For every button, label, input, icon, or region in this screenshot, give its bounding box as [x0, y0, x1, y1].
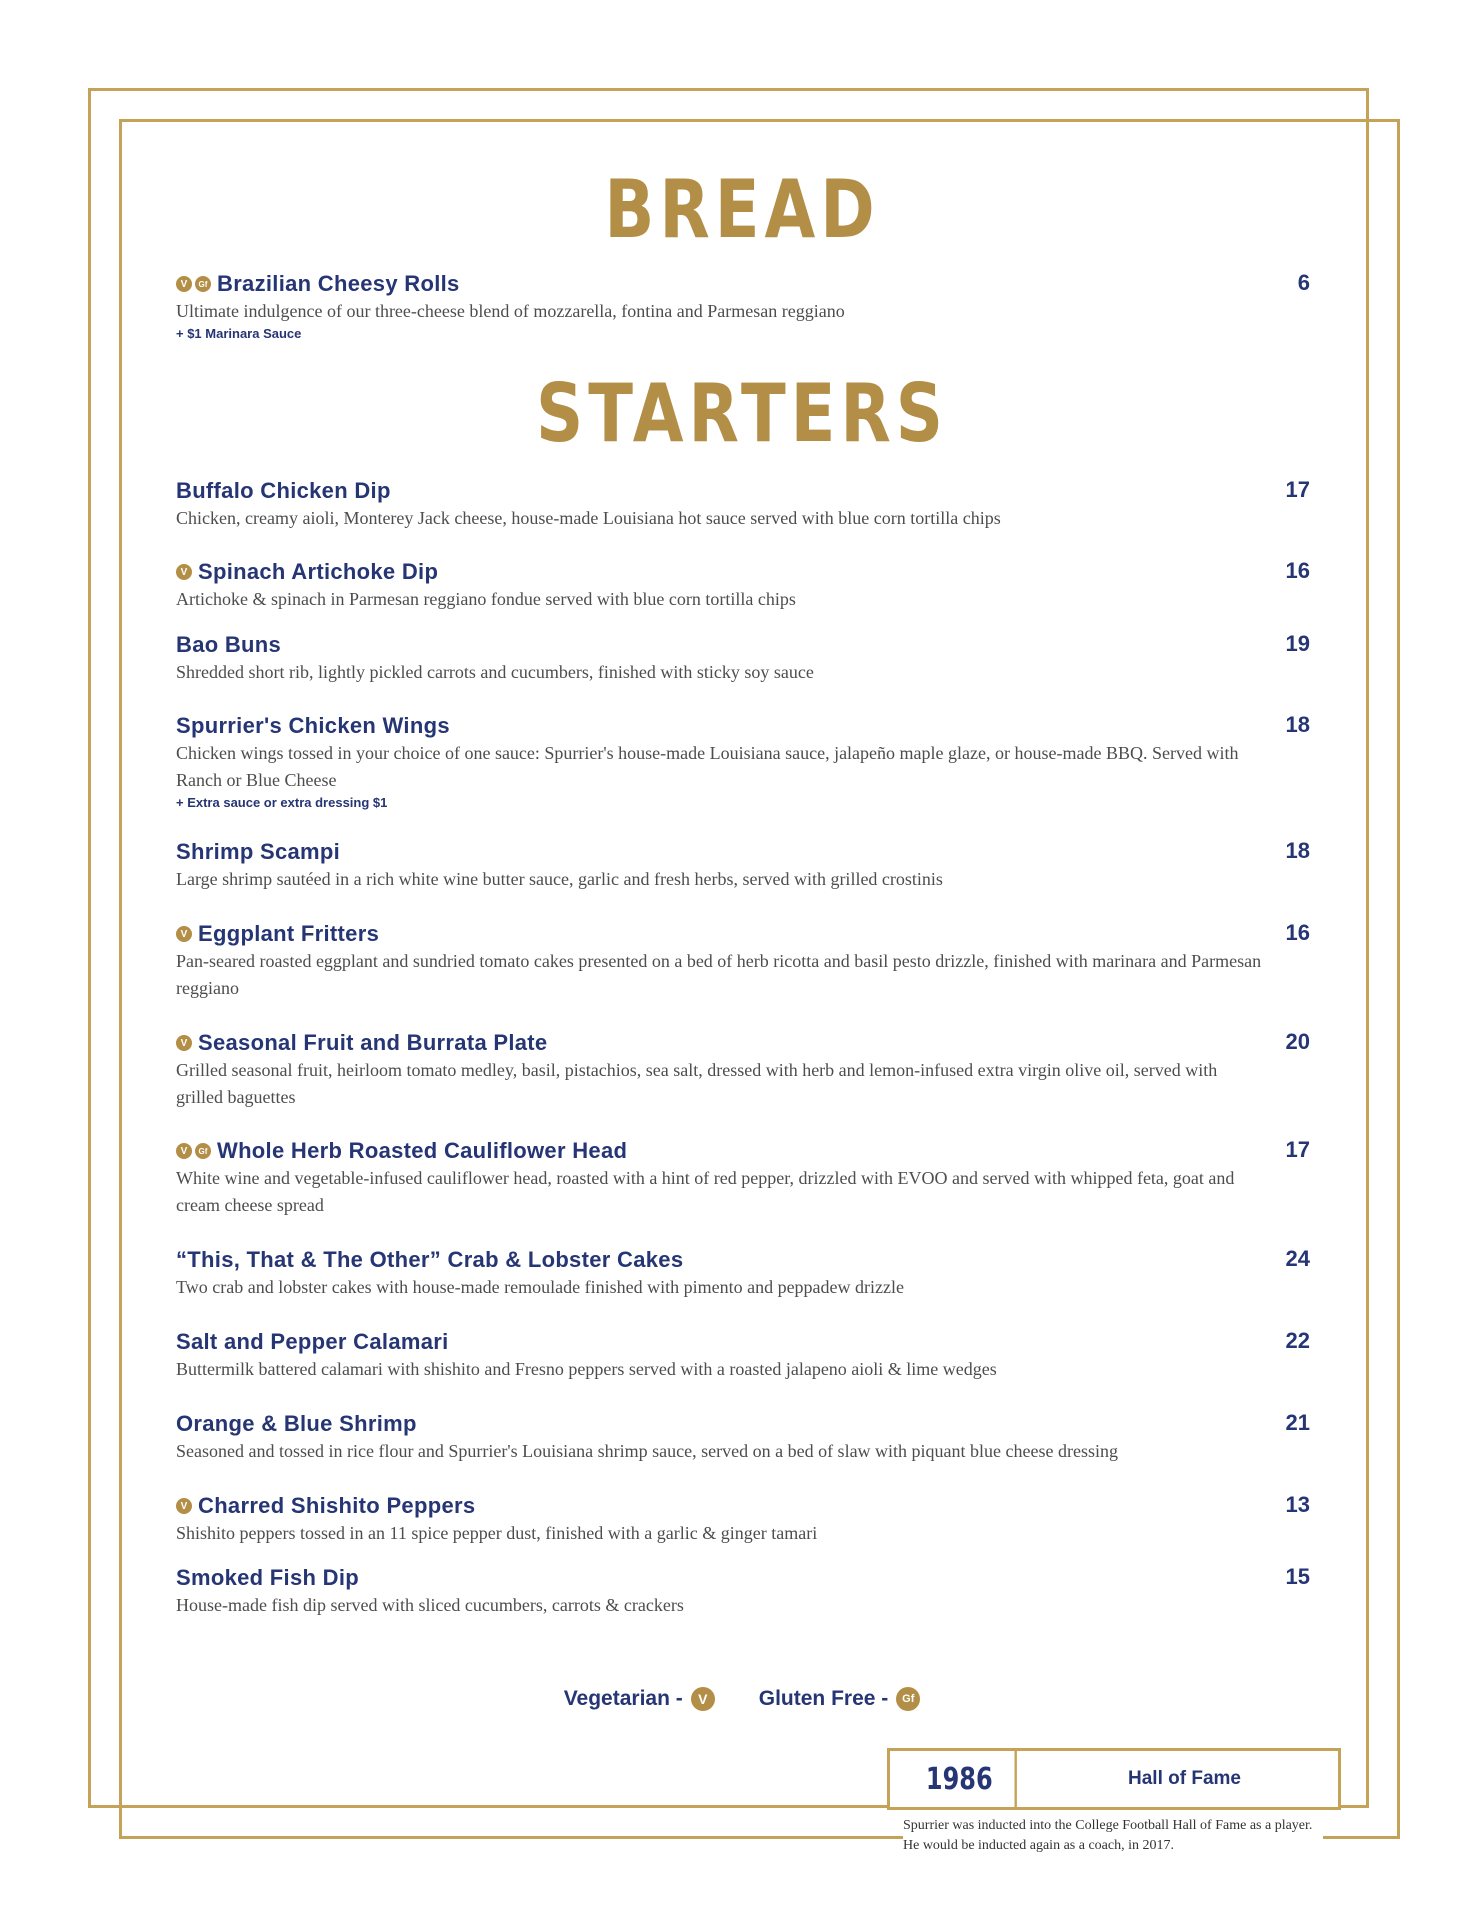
menu-item-price: 21: [1285, 1410, 1310, 1435]
menu-item: [176, 631, 1310, 686]
menu-item-name: Charred Shishito Peppers: [198, 1493, 476, 1518]
menu-item-description: House-made fish dip served with sliced cucumbers, carrots & crackers: [176, 1595, 684, 1615]
menu-item-description: Buttermilk battered calamari with shishito and Fresno peppers served with a roasted jalapeno aioli & lime wedges: [176, 1359, 997, 1379]
menu-item-header: [176, 558, 1310, 586]
legend-gluten-free-label: Gluten Free -: [758, 1687, 889, 1710]
menu-item-name: Whole Herb Roasted Cauliflower Head: [217, 1138, 628, 1163]
legend-vegetarian-label: Vegetarian -: [563, 1687, 683, 1710]
menu-item-description: Pan-seared roasted eggplant and sundried tomato cakes presented on a bed of herb ricotta and basil pesto drizzle, finished with marinara and Parmesan reggiano: [176, 951, 1262, 998]
menu-item-description: Shredded short rib, lightly pickled carrots and cucumbers, finished with sticky soy sauce: [176, 662, 814, 682]
menu-item-name: “This, That & The Other” Crab & Lobster Cakes: [176, 1247, 684, 1272]
bread-section-title: BREAD: [604, 163, 880, 256]
menu-item-price: 24: [1285, 1246, 1310, 1271]
menu-item-name: Brazilian Cheesy Rolls: [217, 271, 460, 296]
menu-item-price: 17: [1285, 1137, 1310, 1162]
menu-item: [176, 270, 1310, 343]
vegetarian-icon: V: [176, 926, 192, 942]
menu-item-addon-note: + Extra sauce or extra dressing $1: [176, 795, 388, 810]
menu-item-header: [176, 1029, 1310, 1057]
menu-item: [176, 1564, 1310, 1619]
menu-item-description: Seasoned and tossed in rice flour and Spurrier's Louisiana shrimp sauce, served on a bed of slaw with piquant blue cheese dressing: [176, 1441, 1118, 1461]
menu-item-description: Chicken wings tossed in your choice of one sauce: Spurrier's house-made Louisiana sauce, jalapeño maple glaze, or house-made BBQ. Served with Ranch or Blue Cheese: [176, 743, 1239, 790]
legend-vegetarian: [564, 1687, 715, 1711]
vegetarian-icon: V: [691, 1687, 715, 1711]
menu-item: [176, 1328, 1310, 1383]
menu-item-header: [176, 1410, 1310, 1438]
dietary-badges: [176, 1035, 195, 1051]
menu-item: [176, 558, 1310, 613]
menu-item-name: Orange & Blue Shrimp: [176, 1411, 417, 1436]
menu-item: [176, 838, 1310, 893]
menu-item-price: 18: [1285, 712, 1310, 737]
hall-of-fame-box: [887, 1748, 1341, 1810]
dietary-legend: [0, 1687, 1484, 1711]
menu-item-name: Buffalo Chicken Dip: [176, 478, 391, 503]
menu-item-price: 22: [1285, 1328, 1310, 1353]
menu-item-name: Seasonal Fruit and Burrata Plate: [198, 1030, 548, 1055]
menu-item: [176, 712, 1310, 812]
menu-item-name: Spinach Artichoke Dip: [198, 559, 439, 584]
menu-item-header: [176, 712, 1310, 740]
menu-item-header: [176, 270, 1310, 298]
legend-gluten-free: [759, 1687, 921, 1711]
menu-item-name: Bao Buns: [176, 632, 282, 657]
dietary-badges: [176, 1498, 195, 1514]
dietary-badges: [176, 276, 214, 292]
menu-item: [176, 1029, 1310, 1111]
menu-item: [176, 477, 1310, 532]
menu-item-header: [176, 1246, 1310, 1274]
menu-item-header: [176, 838, 1310, 866]
menu-item-price: 13: [1285, 1492, 1310, 1517]
menu-item-header: [176, 1137, 1310, 1165]
vegetarian-icon: V: [176, 564, 192, 580]
gluten-free-icon: Gf: [896, 1687, 920, 1711]
menu-item-description: Chicken, creamy aioli, Monterey Jack cheese, house-made Louisiana hot sauce served with blue corn tortilla chips: [176, 508, 1001, 528]
menu-item-name: Spurrier's Chicken Wings: [176, 713, 450, 738]
menu-item-name: Salt and Pepper Calamari: [176, 1329, 449, 1354]
menu-item-addon-note: + $1 Marinara Sauce: [176, 326, 302, 341]
menu-item-price: 20: [1285, 1029, 1310, 1054]
menu-item: [176, 1492, 1310, 1547]
vegetarian-icon: V: [176, 1498, 192, 1514]
menu-item-description: Two crab and lobster cakes with house-made remoulade finished with pimento and peppadew drizzle: [176, 1277, 904, 1297]
menu-item-description: Shishito peppers tossed in an 11 spice pepper dust, finished with a garlic & ginger tamari: [176, 1523, 818, 1543]
menu-item-price: 16: [1285, 558, 1310, 583]
hall-of-fame-year: 1986: [904, 1751, 1017, 1807]
menu-item-description: Artichoke & spinach in Parmesan reggiano fondue served with blue corn tortilla chips: [176, 589, 796, 609]
menu-item-price: 18: [1285, 838, 1310, 863]
menu-item-price: 6: [1297, 270, 1310, 295]
menu-item: [176, 1410, 1310, 1465]
menu-item-header: [176, 477, 1310, 505]
menu-item-name: Smoked Fish Dip: [176, 1565, 359, 1590]
menu-item-description: White wine and vegetable-infused cauliflower head, roasted with a hint of red pepper, drizzled with EVOO and served with whipped feta, goat and cream cheese spread: [176, 1168, 1235, 1215]
menu-item-price: 17: [1285, 477, 1310, 502]
gluten-free-icon: Gf: [195, 276, 211, 292]
menu-item-price: 16: [1285, 920, 1310, 945]
menu-item-description: Ultimate indulgence of our three-cheese blend of mozzarella, fontina and Parmesan reggiano: [176, 301, 845, 321]
starters-section-title: STARTERS: [536, 367, 948, 460]
menu-item-description: Large shrimp sautéed in a rich white wine butter sauce, garlic and fresh herbs, served with grilled crostinis: [176, 869, 943, 889]
dietary-badges: [176, 926, 195, 942]
menu-item: [176, 1137, 1310, 1219]
menu-item-description: Grilled seasonal fruit, heirloom tomato medley, basil, pistachios, sea salt, dressed with herb and lemon-infused extra virgin olive oil, served with grilled baguettes: [176, 1060, 1218, 1107]
menu-item-header: [176, 631, 1310, 659]
menu-item-header: [176, 920, 1310, 948]
dietary-badges: [176, 1143, 214, 1159]
hall-of-fame-note: Spurrier was inducted into the College Football Hall of Fame as a player. He would be inducted again as a coach, in 2017.: [903, 1816, 1323, 1856]
menu-item-price: 19: [1285, 631, 1310, 656]
hall-of-fame-label: Hall of Fame: [1128, 1768, 1241, 1789]
dietary-badges: [176, 564, 195, 580]
vegetarian-icon: V: [176, 1143, 192, 1159]
menu-item-header: [176, 1492, 1310, 1520]
vegetarian-icon: V: [176, 1035, 192, 1051]
menu-item-price: 15: [1285, 1564, 1310, 1589]
menu-item-name: Eggplant Fritters: [198, 921, 380, 946]
menu-item-name: Shrimp Scampi: [176, 839, 341, 864]
menu-item: [176, 1246, 1310, 1301]
menu-item-header: [176, 1328, 1310, 1356]
vegetarian-icon: V: [176, 276, 192, 292]
gluten-free-icon: Gf: [195, 1143, 211, 1159]
menu-item: [176, 920, 1310, 1002]
menu-item-header: [176, 1564, 1310, 1592]
